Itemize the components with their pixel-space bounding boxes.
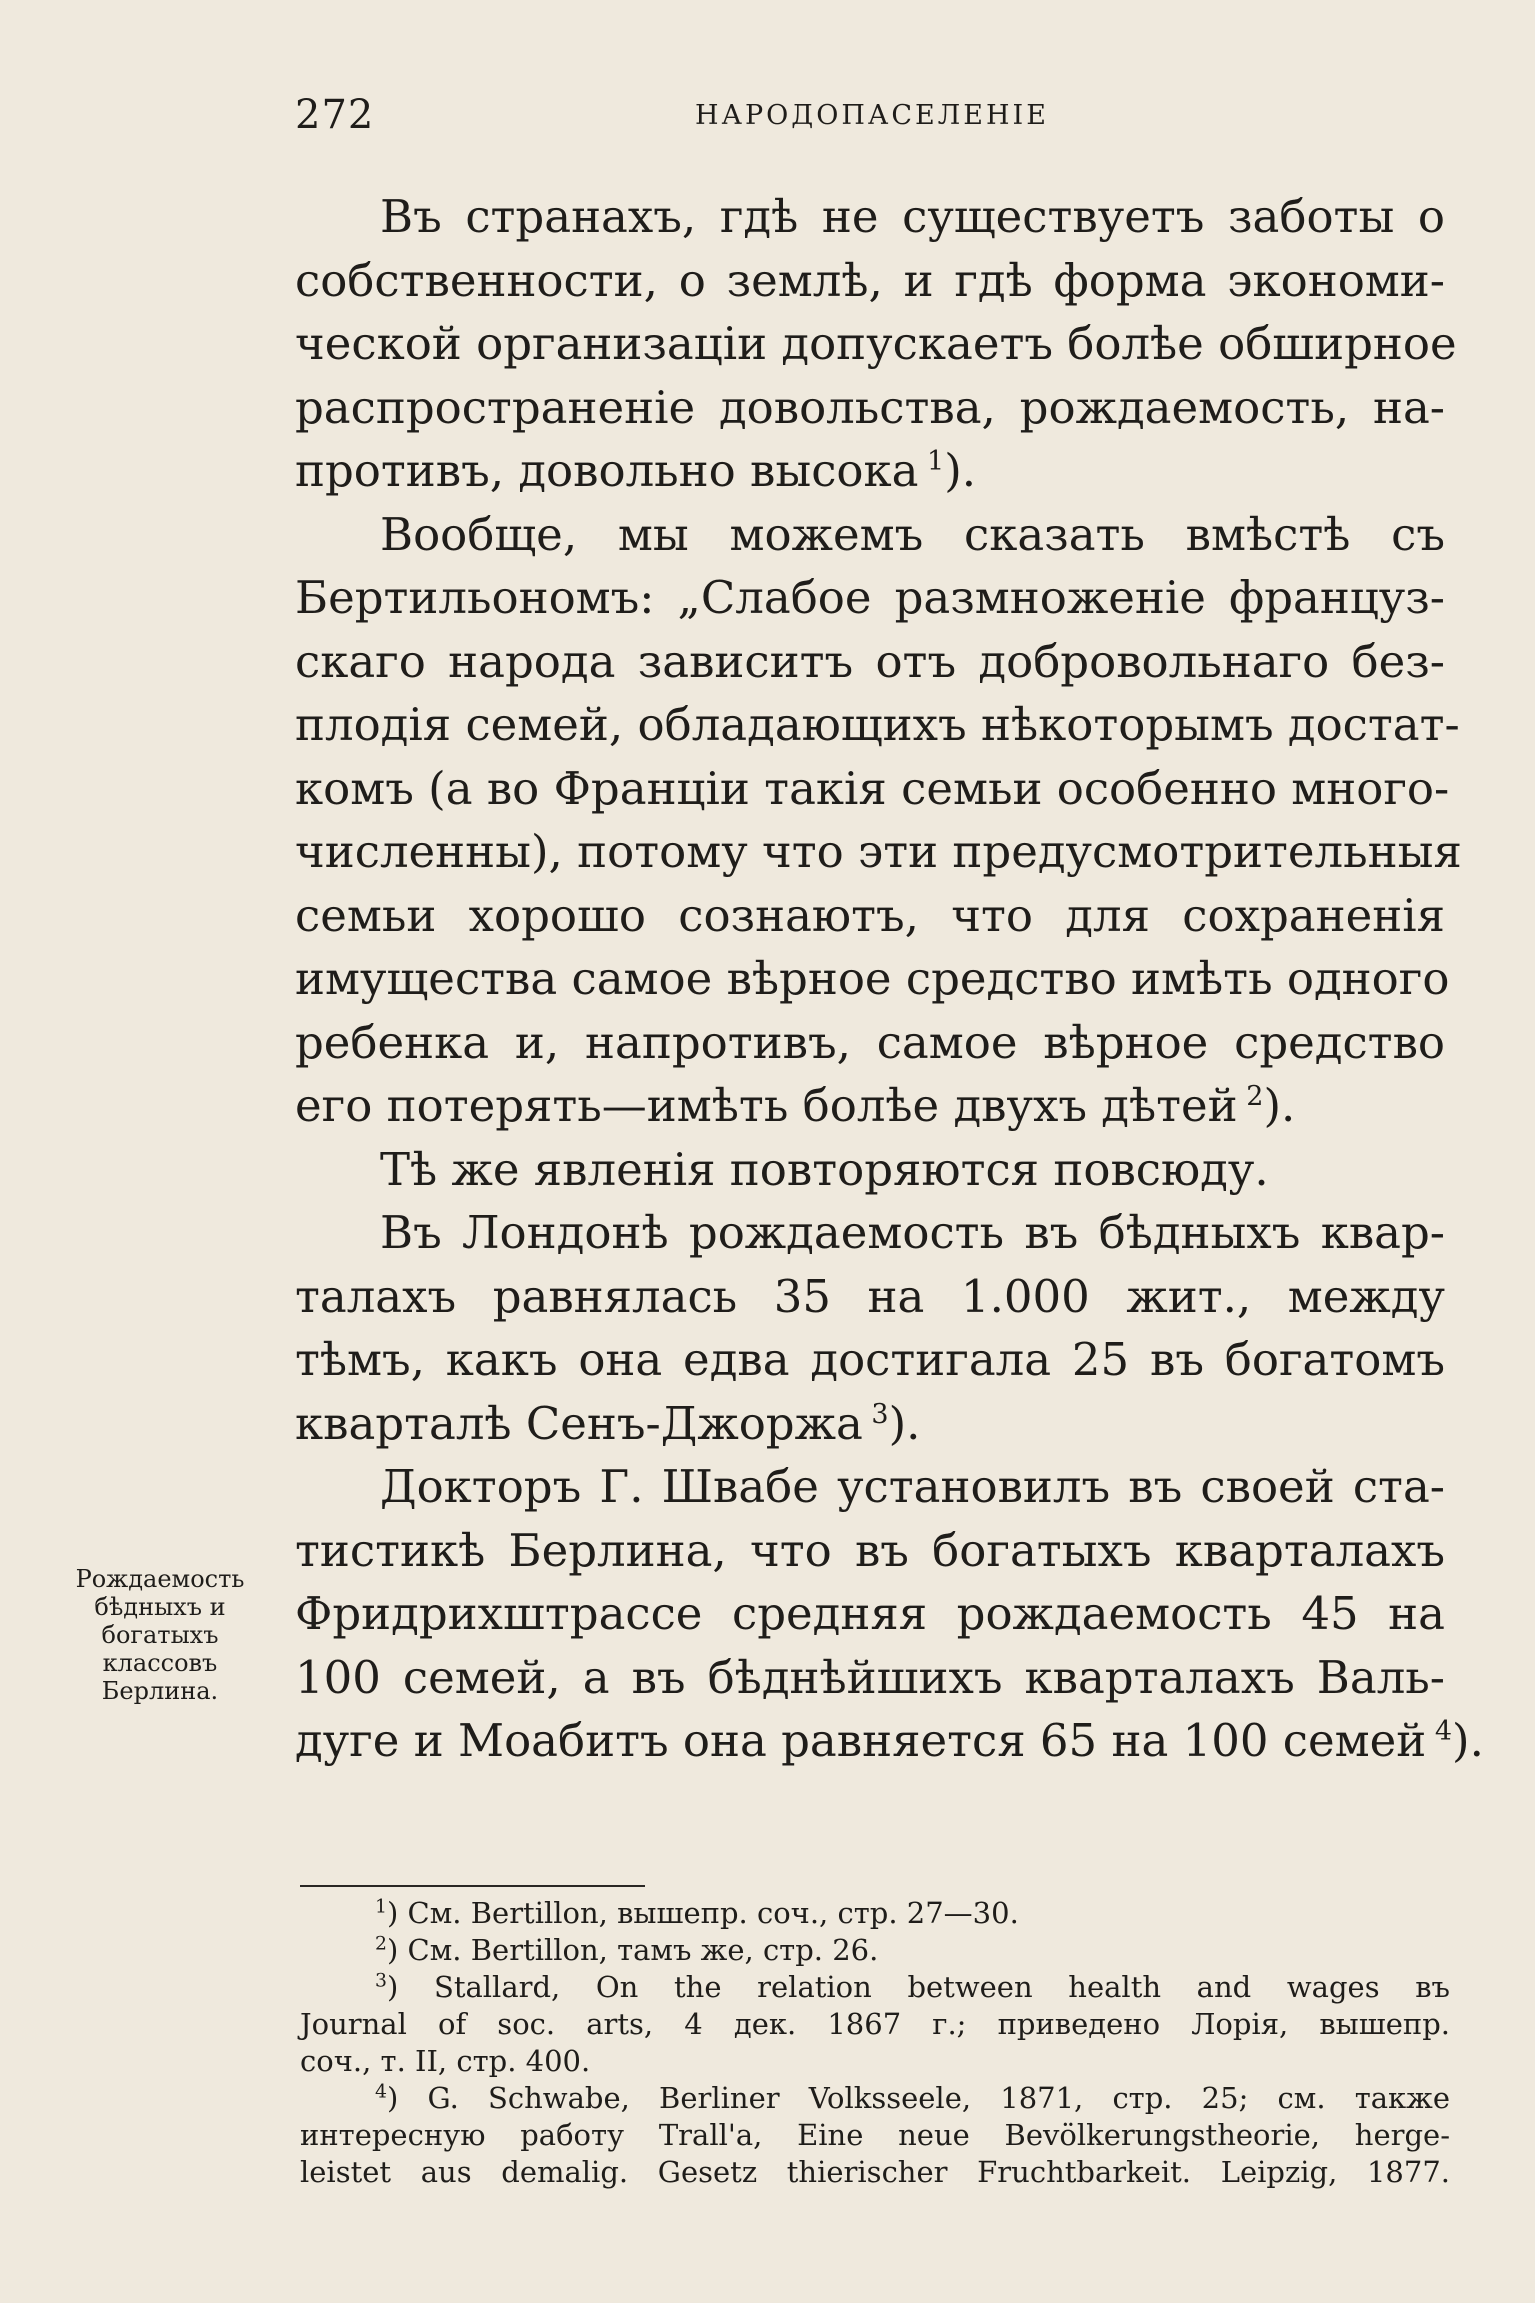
body-line [295, 503, 1445, 567]
body-line [295, 312, 1457, 376]
body-line [295, 947, 1450, 1011]
body-line [295, 1265, 1445, 1329]
body-line [295, 1138, 1445, 1202]
body-line-text: тистикѣ Берлина, что въ богатыхъ кварталахъ [295, 1523, 1445, 1577]
body-line [295, 1455, 1445, 1519]
body-line-text: противъ, довольно высока [295, 444, 919, 497]
body-line-text: ческой организаціи допускаетъ болѣе обширное [295, 317, 1457, 370]
footnote-ref-close: ). [888, 1396, 921, 1450]
body-line [295, 630, 1445, 694]
body-line [295, 1201, 1445, 1265]
footnote-ref: 4 [1426, 1716, 1453, 1747]
body-line-text: Бертильономъ: „Слабое размноженіе француз- [295, 571, 1445, 624]
footnotes [300, 1895, 1450, 2191]
body-line [295, 1709, 1484, 1773]
body-line [295, 439, 1445, 503]
body-line [295, 820, 1462, 884]
body-line-text: численны), потому что эти предусмотрительныя [295, 825, 1462, 878]
footnote-text: интересную работу Trall'а, Eine neue Bevölkerungstheorie, herge- [300, 2118, 1450, 2152]
footnote-text: ) См. Bertillon, вышепр. соч., стр. 27—30. [387, 1896, 1019, 1930]
running-title: НАРОДОПАСЕЛЕНІЕ [695, 100, 1049, 131]
margin-note-line: бѣдныхъ и [94, 1593, 226, 1621]
body-line-text: распространеніе довольства, рождаемость, на- [295, 380, 1445, 434]
body-line [295, 1519, 1445, 1583]
footnote-line [300, 2117, 1450, 2154]
margin-note-line: богатыхъ [101, 1621, 219, 1649]
body-line-text: собственности, о землѣ, и гдѣ форма экономи- [295, 253, 1445, 307]
footnote-line [300, 1895, 1450, 1932]
body-line-text: имущества самое вѣрное средство имѣть одного [295, 952, 1450, 1005]
body-line-text: Тѣ же явленія повторяются повсюду. [380, 1142, 1269, 1196]
footnote-number: 2 [375, 1933, 387, 1955]
footnote-ref-close: ). [944, 444, 977, 497]
body-line-text: скаго народа зависитъ отъ добровольнаго без- [295, 634, 1445, 688]
footnote-number: 4 [375, 2081, 387, 2103]
body-line [295, 566, 1445, 630]
footnote-number: 1 [375, 1896, 387, 1918]
body-line-text: талахъ равнялась 35 на 1.000 жит., между [295, 1269, 1445, 1323]
footnote-line [300, 1969, 1450, 2006]
footnote-line [300, 2006, 1450, 2043]
footnote-text: соч., т. II, стр. 400. [300, 2044, 591, 2078]
body-line-text: Докторъ Г. Швабе установилъ въ своей ста- [380, 1460, 1445, 1513]
footnote-line [300, 1932, 1450, 1969]
body-line-text: Вообще, мы можемъ сказать вмѣстѣ съ [380, 507, 1445, 561]
body-line-text: тѣмъ, какъ она едва достигала 25 въ богатомъ [295, 1333, 1445, 1386]
body-line [295, 185, 1445, 249]
footnote-text: Journal of soc. arts, 4 дек. 1867 г.; приведено Лорія, вышепр. [300, 2007, 1450, 2041]
body-text [295, 185, 1484, 1773]
footnote-ref: 1 [918, 446, 945, 477]
margin-note-line: классовъ [102, 1649, 218, 1677]
body-line [295, 757, 1450, 821]
footnote-text: leistet aus demalig. Gesetz thierischer Fruchtbarkeit. Leipzig, 1877. [300, 2155, 1450, 2189]
margin-note-line: Рождаемость [75, 1565, 245, 1593]
page-header [295, 92, 1445, 142]
body-line [295, 249, 1445, 313]
margin-note [40, 1565, 280, 1705]
body-line [295, 376, 1445, 440]
footnote-ref-close: ). [1263, 1079, 1296, 1132]
footnote-text: ) См. Bertillon, тамъ же, стр. 26. [387, 1933, 879, 1967]
body-line-text: кварталѣ Сенъ-Джоржа [295, 1396, 863, 1450]
body-line [295, 1328, 1445, 1392]
footnote-line [300, 2080, 1450, 2117]
body-line [295, 1646, 1445, 1710]
footnote-line [300, 2154, 1450, 2191]
footnote-rule [300, 1885, 645, 1887]
body-line-text: ребенка и, напротивъ, самое вѣрное средство [295, 1015, 1445, 1069]
body-line [295, 1011, 1445, 1075]
page-number: 272 [295, 92, 375, 138]
footnote-ref: 3 [862, 1398, 889, 1430]
body-line [295, 1582, 1445, 1646]
body-line-text: 100 семей, а въ бѣднѣйшихъ кварталахъ Валь- [295, 1650, 1445, 1704]
footnote-line [300, 2043, 1450, 2080]
body-line-text: плодія семей, обладающихъ нѣкоторымъ достат- [295, 698, 1460, 751]
body-line [295, 884, 1445, 948]
body-line-text: его потерять—имѣть болѣе двухъ дѣтей [295, 1079, 1238, 1132]
footnote-ref-close: ). [1452, 1714, 1484, 1767]
body-line-text: Фридрихштрассе средняя рождаемость 45 на [295, 1587, 1445, 1640]
body-line-text: Въ Лондонѣ рождаемость въ бѣдныхъ квар- [380, 1206, 1445, 1259]
margin-note-line: Берлина. [101, 1677, 219, 1705]
body-line [295, 1392, 1445, 1456]
body-line [295, 1074, 1445, 1138]
footnote-text: ) Stallard, On the relation between health and wages въ [387, 1970, 1450, 2004]
footnote-ref: 2 [1237, 1081, 1264, 1112]
body-line-text: комъ (а во Франціи такія семьи особенно много- [295, 761, 1450, 815]
body-line-text: Въ странахъ, гдѣ не существуетъ заботы о [380, 190, 1445, 243]
body-line [295, 693, 1460, 757]
footnote-number: 3 [375, 1970, 387, 1992]
body-line-text: семьи хорошо сознаютъ, что для сохраненія [295, 888, 1445, 942]
footnote-text: ) G. Schwabe, Berliner Volksseele, 1871, стр. 25; см. также [387, 2081, 1450, 2115]
body-line-text: дуге и Моабитъ она равняется 65 на 100 семей [295, 1714, 1427, 1767]
